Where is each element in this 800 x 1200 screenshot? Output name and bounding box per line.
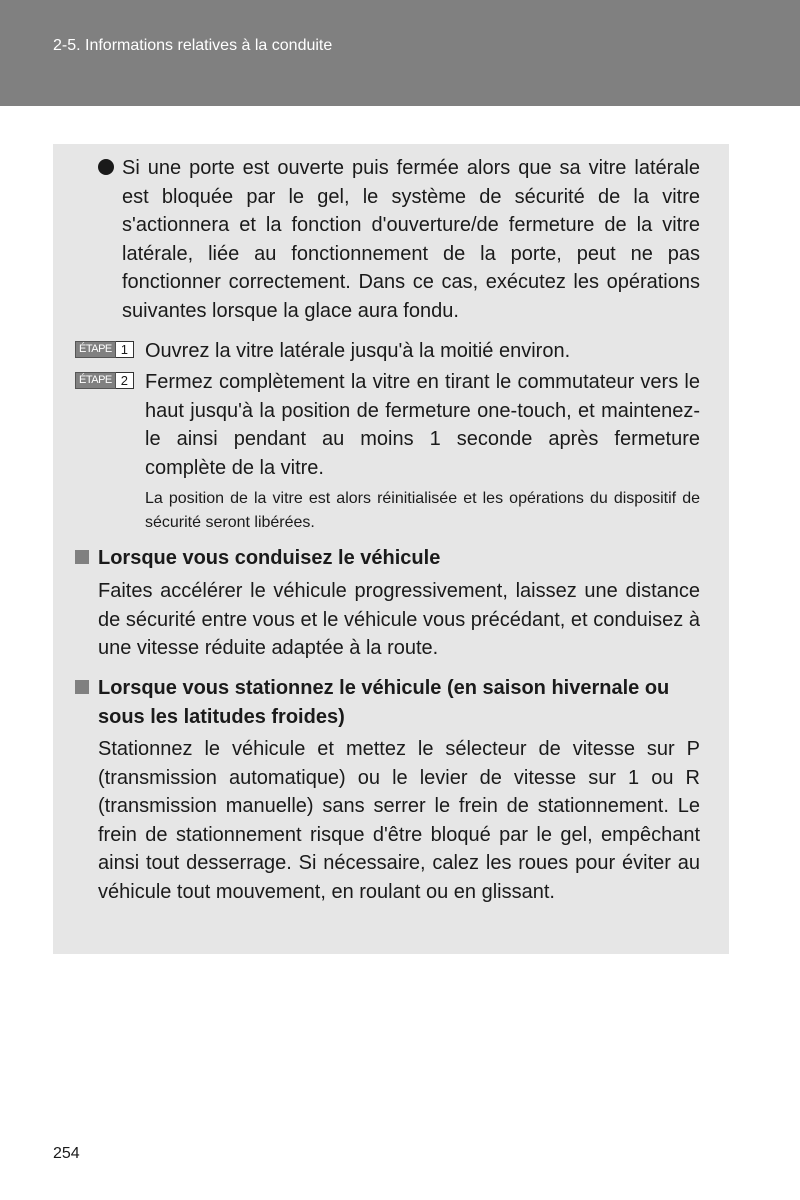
step-note: La position de la vitre est alors réinitialisée et les opérations du dispositif de sécurité seront libérées.	[145, 490, 700, 531]
section-heading-parking	[75, 674, 700, 731]
step-badge	[75, 372, 134, 389]
square-bullet-icon	[75, 680, 89, 694]
step-badge	[75, 341, 134, 358]
page-header	[0, 0, 800, 106]
bullet-dot-icon	[98, 159, 114, 175]
section-body-parking: Stationnez le véhicule et mettez le sélecteur de vitesse sur P (transmission automatique) ou le levier de vitesse sur 1 ou R (transmission manuelle) sans serrer le frein de stationnement. Le frein de stationnement risque d'être bloqué par le gel, empêchant ainsi tout desserrage. Si nécessaire, calez les roues pour éviter au véhicule tout mouvement, en roulant ou en glissant.	[98, 738, 700, 903]
step-1	[75, 337, 700, 366]
step-number: 1	[116, 341, 134, 358]
step-text: Fermez complètement la vitre en tirant le commutateur vers le haut jusqu'à la position de fermeture one-touch, et maintenez-le ainsi pendant au moins 1 seconde après fermeture complète de la vitre.	[145, 371, 700, 479]
step-label: ÉTAPE	[75, 372, 116, 389]
section-heading-driving	[75, 544, 700, 573]
section-heading-text: Lorsque vous stationnez le véhicule (en saison hivernale ou sous les latitudes froides)	[98, 677, 670, 728]
step-2	[75, 368, 700, 482]
section-heading-text: Lorsque vous conduisez le véhicule	[98, 547, 441, 569]
step-text: Ouvrez la vitre latérale jusqu'à la moitié environ.	[145, 340, 571, 362]
page-number: 254	[53, 1145, 80, 1162]
section-title: 2-5. Informations relatives à la conduite	[53, 37, 333, 54]
bullet-text: Si une porte est ouverte puis fermée alors que sa vitre latérale est bloquée par le gel, le système de sécurité de la vitre s'actionnera et la fonction d'ouverture/de fermeture de la vitre latérale, liée au fonctionnement de la porte, peut ne pas fonctionner correctement. Dans ce cas, exécutez les opérations suivantes lorsque la glace aura fondu.	[122, 157, 700, 322]
bullet-item	[98, 154, 700, 325]
step-label: ÉTAPE	[75, 341, 116, 358]
square-bullet-icon	[75, 550, 89, 564]
step-number: 2	[116, 372, 134, 389]
section-body-driving: Faites accélérer le véhicule progressivement, laissez une distance de sécurité entre vous et le véhicule vous précédant, et conduisez à une vitesse réduite adaptée à la route.	[98, 580, 700, 659]
